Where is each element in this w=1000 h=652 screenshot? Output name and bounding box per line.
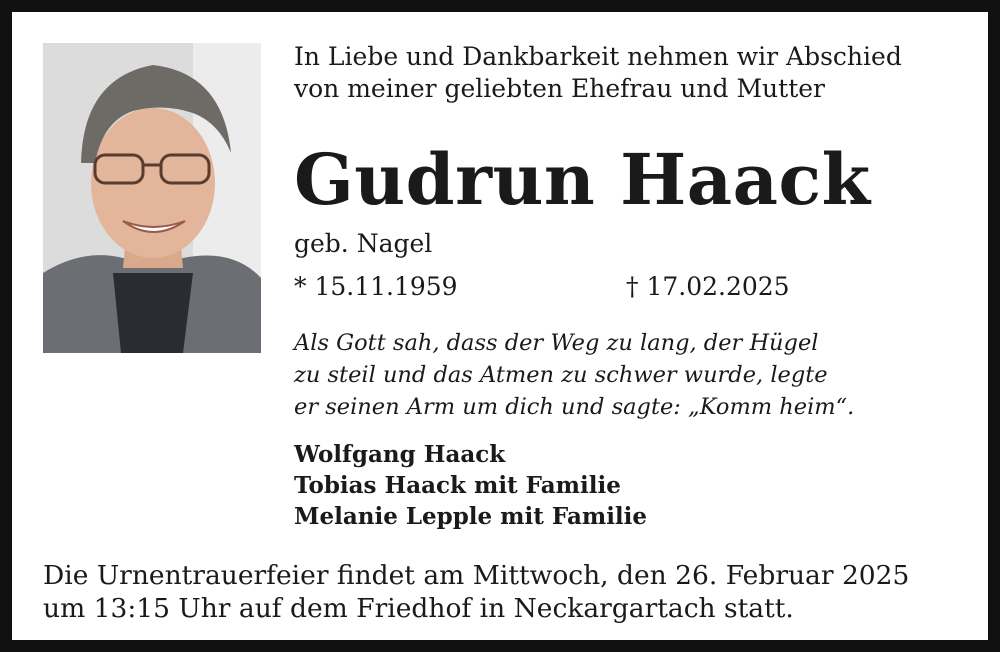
deceased-name: Gudrun Haack	[294, 138, 871, 221]
life-dates	[294, 271, 974, 303]
service-line: um 13:15 Uhr auf dem Friedhof in Neckargartach statt.	[43, 593, 794, 624]
portrait-illustration	[43, 43, 261, 353]
death-date: † 17.02.2025	[626, 272, 790, 301]
mourner-name: Tobias Haack mit Familie	[294, 472, 621, 499]
poem-line: zu steil und das Atmen zu schwer wurde, legte	[294, 362, 828, 388]
intro-text	[294, 41, 974, 105]
poem-line: Als Gott sah, dass der Weg zu lang, der Hügel	[294, 330, 819, 356]
service-info	[43, 559, 983, 625]
mourners-list	[294, 439, 974, 532]
intro-line: In Liebe und Dankbarkeit nehmen wir Abschied	[294, 42, 902, 71]
service-line: Die Urnentrauerfeier findet am Mittwoch, den 26. Februar 2025	[43, 560, 910, 591]
mourner-name: Melanie Lepple mit Familie	[294, 503, 648, 530]
mourner-name: Wolfgang Haack	[294, 441, 506, 468]
portrait-photo	[43, 43, 261, 353]
intro-line: von meiner geliebten Ehefrau und Mutter	[294, 74, 825, 103]
maiden-name: geb. Nagel	[294, 229, 433, 258]
birth-date: * 15.11.1959	[294, 272, 458, 301]
poem-line: er seinen Arm um dich und sagte: „Komm heim“.	[294, 394, 855, 420]
memorial-poem	[294, 327, 974, 423]
